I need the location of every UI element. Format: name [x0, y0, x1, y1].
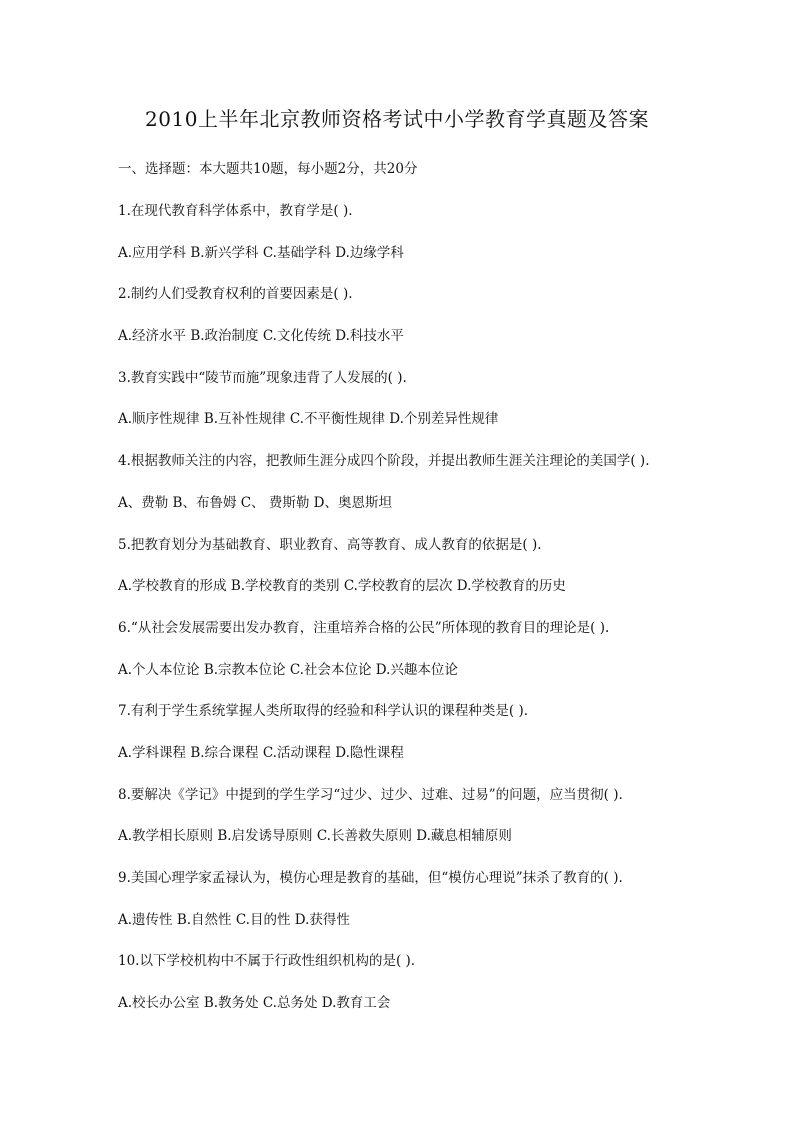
question-stem: 10.以下学校机构中不属于行政性组织机构的是( ). [118, 953, 416, 970]
question-options: A.顺序性规律 B.互补性规律 C.不平衡性规律 D.个别差异性规律 [118, 411, 499, 428]
question-options: A.教学相长原则 B.启发诱导原则 C.长善救失原则 D.藏息相辅原则 [118, 828, 512, 845]
question-options: A、费勒 B、布鲁姆 C、 费斯勒 D、奥恩斯坦 [118, 494, 392, 511]
question-stem: 3.教育实践中“陵节而施”现象违背了人发展的( ). [118, 369, 407, 386]
question-options: A.经济水平 B.政治制度 C.文化传统 D.科技水平 [118, 328, 404, 345]
question-4 [118, 450, 718, 533]
question-9 [118, 867, 718, 950]
question-stem: 5.把教育划分为基础教育、职业教育、高等教育、成人教育的依据是( ). [118, 536, 542, 553]
question-stem: 4.根据教师关注的内容，把教师生涯分成四个阶段，并提出教师生涯关注理论的美国学( ). [118, 453, 650, 470]
question-stem: 7.有利于学生系统掌握人类所取得的经验和科学认识的课程种类是( ). [118, 703, 528, 720]
question-stem: 2.制约人们受教育权利的首要因素是( ). [118, 286, 353, 303]
question-list [118, 200, 718, 1034]
section-heading: 一、选择题：本大题共10题，每小题2分，共20分 [118, 161, 418, 177]
question-7 [118, 700, 718, 783]
question-options: A.遗传性 B.自然性 C.目的性 D.获得性 [118, 911, 350, 928]
question-options: A.应用学科 B.新兴学科 C.基础学科 D.边缘学科 [118, 244, 404, 261]
question-10 [118, 950, 718, 1033]
question-5 [118, 534, 718, 617]
question-stem: 9.美国心理学家孟禄认为，模仿心理是教育的基础，但“模仿心理说”抹杀了教育的( ). [118, 870, 623, 886]
question-1 [118, 200, 718, 283]
question-stem: 8.要解决《学记》中提到的学生学习“过少、过少、过难、过易”的问题，应当贯彻( ). [118, 786, 623, 803]
question-2 [118, 283, 718, 366]
question-6 [118, 617, 718, 700]
document-title: 2010上半年北京教师资格考试中小学教育学真题及答案 [145, 107, 649, 131]
question-options: A.学校教育的形成 B.学校教育的类别 C.学校教育的层次 D.学校教育的历史 [118, 578, 566, 595]
question-stem: 1.在现代教育科学体系中，教育学是( ). [118, 203, 353, 219]
question-8 [118, 784, 718, 867]
question-options: A.个人本位论 B.宗教本位论 C.社会本位论 D.兴趣本位论 [118, 661, 458, 678]
question-stem: 6.“从社会发展需要出发办教育，注重培养合格的公民”所体现的教育目的理论是( ). [118, 619, 610, 636]
question-3 [118, 367, 718, 450]
question-options: A.学科课程 B.综合课程 C.活动课程 D.隐性课程 [118, 744, 404, 761]
question-options: A.校长办公室 B.教务处 C.总务处 D.教育工会 [118, 995, 391, 1012]
